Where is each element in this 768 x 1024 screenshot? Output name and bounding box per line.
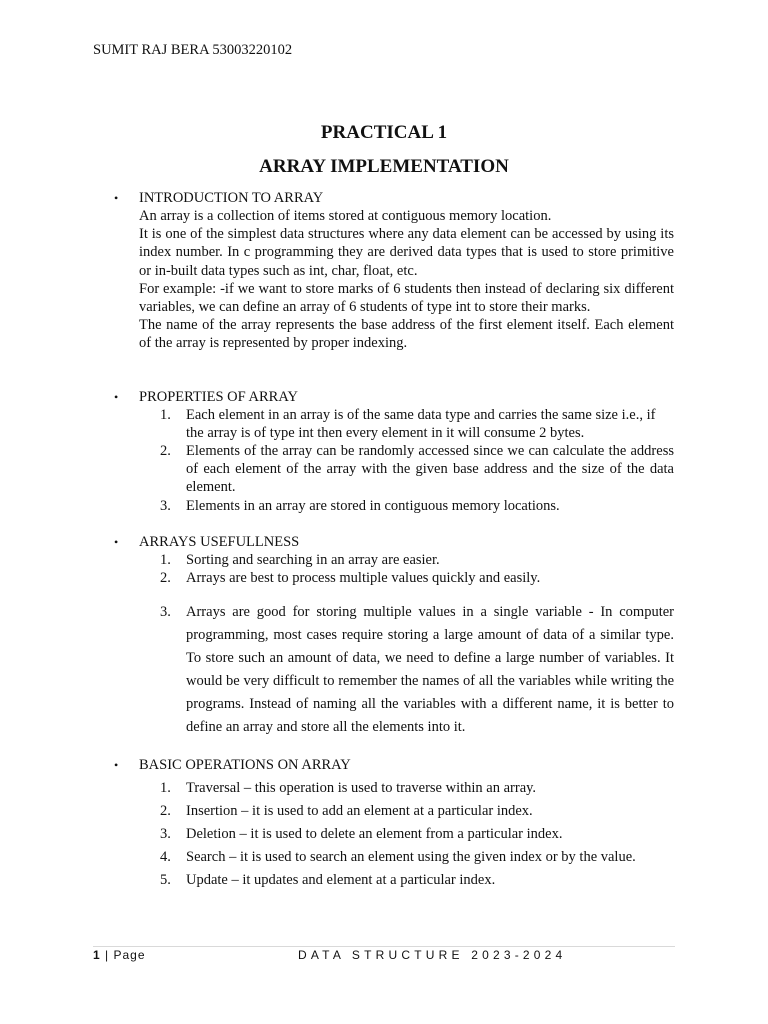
list-number: 1. — [160, 780, 171, 796]
list-text: Update – it updates and element at a particular index. — [186, 872, 496, 888]
footer-divider — [93, 946, 675, 947]
list-text: Arrays are good for storing multiple values in a single variable - In computer programming, most cases require storing a large amount of data of a similar type. To store such an amount of data, we need to define a large number of variables. It would be very difficult to remember the names of all the variables while writing the programs. Instead of naming all the variables with a different name, it is better to define an array and store all the elements into it. — [186, 604, 674, 735]
list-text: Search – it is used to search an element using the given index or by the value. — [186, 849, 636, 865]
intro-paragraph: It is one of the simplest data structures where any data element can be accessed by using its index number. In c programming they are derived data types that is used to store primitive or in-built data types such as int, char, float, etc. — [139, 226, 674, 279]
list-number: 3. — [160, 826, 171, 842]
list-text: Deletion – it is used to delete an element from a particular index. — [186, 826, 563, 842]
intro-paragraph: The name of the array represents the base address of the first element itself. Each element of the array is represented by proper indexing. — [139, 317, 674, 352]
intro-paragraph: For example: -if we want to store marks of 6 students then instead of declaring six different variables, we can define an array of 6 students of type int to store their marks. — [139, 280, 674, 316]
list-text: Sorting and searching in an array are easier. — [186, 552, 440, 568]
topic-title: ARRAY IMPLEMENTATION — [259, 156, 509, 177]
intro-heading: INTRODUCTION TO ARRAY — [139, 190, 324, 206]
bullet-icon: • — [114, 758, 119, 772]
bullet-icon: • — [114, 535, 119, 549]
list-number: 3. — [160, 498, 171, 514]
bullet-icon: • — [114, 191, 119, 205]
properties-heading: PROPERTIES OF ARRAY — [139, 389, 298, 405]
list-text: Each element in an array is of the same data type and carries the same size i.e., if the array is of type int then every element in it will consume 2 bytes. — [186, 407, 656, 442]
bullet-icon: • — [114, 390, 119, 404]
intro-paragraph: An array is a collection of items stored at contiguous memory location. — [139, 208, 552, 224]
operations-heading: BASIC OPERATIONS ON ARRAY — [139, 757, 351, 773]
list-number: 4. — [160, 849, 171, 865]
list-number: 1. — [160, 552, 171, 568]
list-text: Elements of the array can be randomly accessed since we can calculate the address of each element of the array with the given base address and the size of the data element. — [186, 443, 674, 496]
usefulness-heading: ARRAYS USEFULLNESS — [139, 534, 300, 550]
page-label: | Page — [100, 948, 146, 962]
list-text: Traversal – this operation is used to traverse within an array. — [186, 780, 537, 796]
page-header: SUMIT RAJ BERA 53003220102 — [93, 42, 293, 58]
list-number: 2. — [160, 443, 171, 459]
list-text: Arrays are best to process multiple values quickly and easily. — [186, 570, 541, 586]
list-text: Insertion – it is used to add an element at a particular index. — [186, 803, 533, 819]
list-number: 1. — [160, 407, 171, 423]
list-number: 2. — [160, 803, 171, 819]
footer-course: DATA STRUCTURE 2023-2024 — [298, 948, 567, 962]
footer-page — [93, 948, 146, 962]
page-number: 1 — [93, 948, 101, 962]
list-number: 3. — [160, 604, 171, 620]
practical-title: PRACTICAL 1 — [320, 122, 448, 143]
list-text: Elements in an array are stored in contiguous memory locations. — [186, 498, 560, 514]
intro-body — [139, 207, 674, 353]
list-number: 5. — [160, 872, 171, 888]
list-number: 2. — [160, 570, 171, 586]
